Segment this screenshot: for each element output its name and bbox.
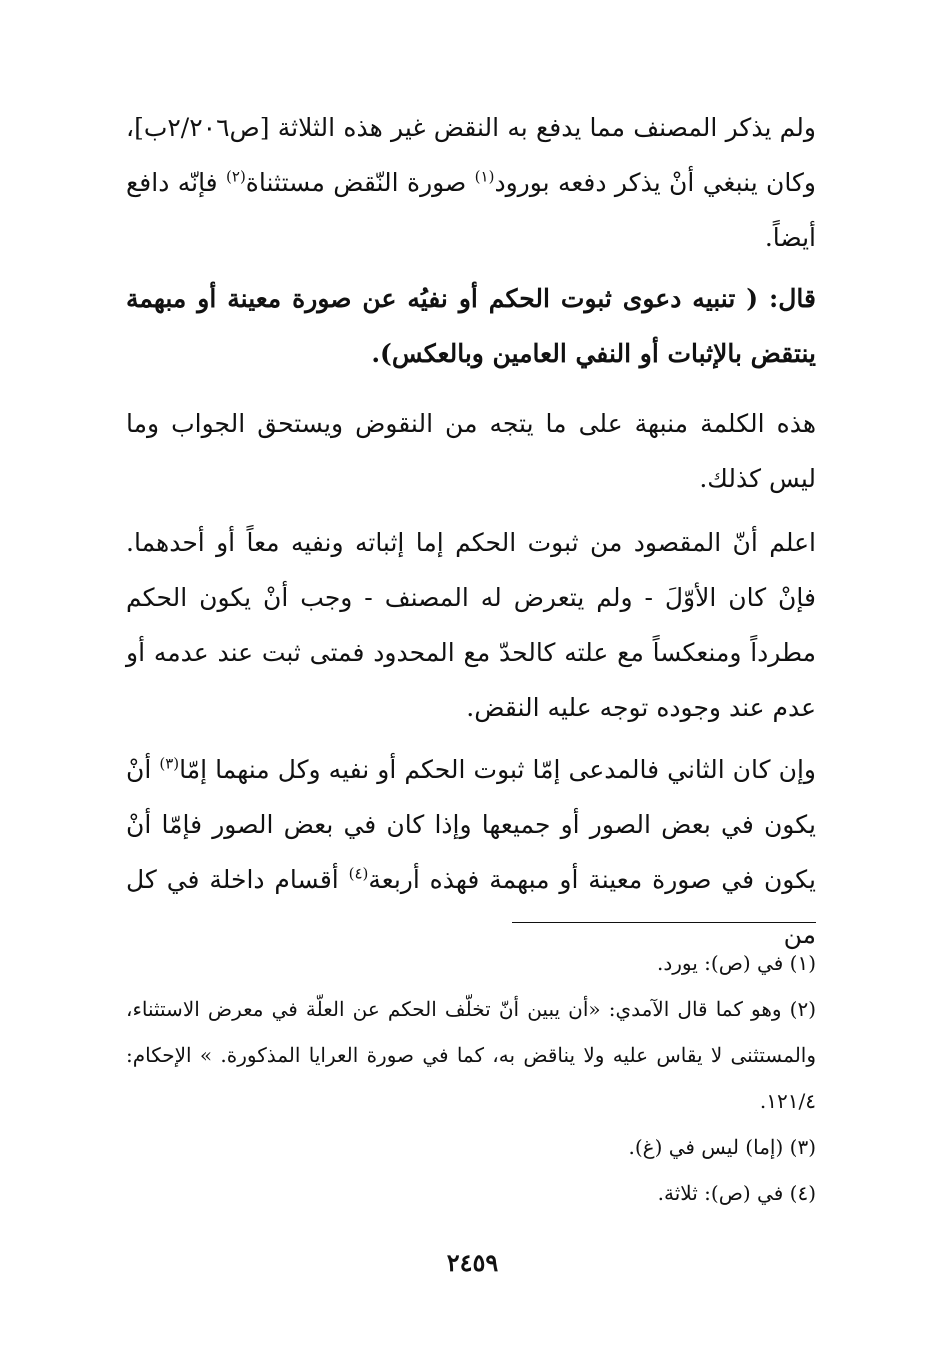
- footnote-2: (٢) وهو كما قال الآمدي: «أن يبين أنّ تخلّف الحكم عن العلّة في معرض الاستثناء، والمستثنى لا يقاس عليه ولا يناقض به، كما في صورة العرايا المذكورة. » الإحكام: ١٢١/٤.: [126, 997, 816, 1113]
- paragraph-1-part-3: فإنّه دافع أيضاً.: [126, 168, 816, 252]
- footnote-ref-1: (١): [474, 167, 495, 186]
- footnote-separator: [512, 922, 816, 923]
- paragraph-5-part-2: أنْ يكون في بعض الصور أو جميعها وإذا كان في بعض الصور فإمّا أنْ يكون في صورة معينة أو مبهمة فهذه أربعة: [126, 755, 816, 894]
- footnote-ref-2: (٢): [226, 167, 246, 186]
- footnote-4: (٤) في (ص): ثلاثة.: [657, 1181, 816, 1205]
- paragraph-5-part-1: وإن كان الثاني فالمدعى إمّا ثبوت الحكم أو نفيه وكل منهما إمّا: [179, 755, 816, 784]
- paragraph-4: اعلم أنّ المقصود من ثبوت الحكم إما إثباته ونفيه معاً أو أحدهما. فإنْ كان الأوّلَ - ولم يتعرض له المصنف - وجب أنْ يكون الحكم مطرداً ومنعكساً مع علته كالحدّ مع المحدود فمتى ثبت عند عدمه أو عدم عند وجوده توجه عليه النقض.: [126, 528, 816, 722]
- paragraph-5-part-3: أقسام داخلة في كل من: [126, 865, 816, 949]
- footnote-ref-3: (٣): [159, 754, 180, 773]
- footnote-ref-4: (٤): [348, 864, 369, 883]
- footnotes-list: [126, 940, 816, 1216]
- footnote-1: (١) في (ص): يورد.: [656, 951, 816, 975]
- paragraph-1: [126, 100, 816, 265]
- page-number: ٢٤٥٩: [446, 1248, 499, 1277]
- paragraph-5: [126, 742, 816, 962]
- paragraph-2-heading: قال: ( تنبيه دعوى ثبوت الحكم أو نفيُه عن صورة معينة أو مبهمة ينتقض بالإثبات أو النفي العامين وبالعكس).: [126, 284, 816, 368]
- paragraph-3: هذه الكلمة منبهة على ما يتجه من النقوض ويستحق الجواب وما ليس كذلك.: [126, 409, 816, 493]
- paragraph-1-part-1: ولم يذكر المصنف مما يدفع به النقض غير هذه الثلاثة [ص٢/٢٠٦ب]، وكان ينبغي أنْ يذكر دفعه بورود: [126, 113, 816, 197]
- footnote-3: (٣) (إما) ليس في (غ).: [628, 1135, 816, 1159]
- paragraph-1-part-2: صورة النّقض مستثناة: [245, 168, 475, 197]
